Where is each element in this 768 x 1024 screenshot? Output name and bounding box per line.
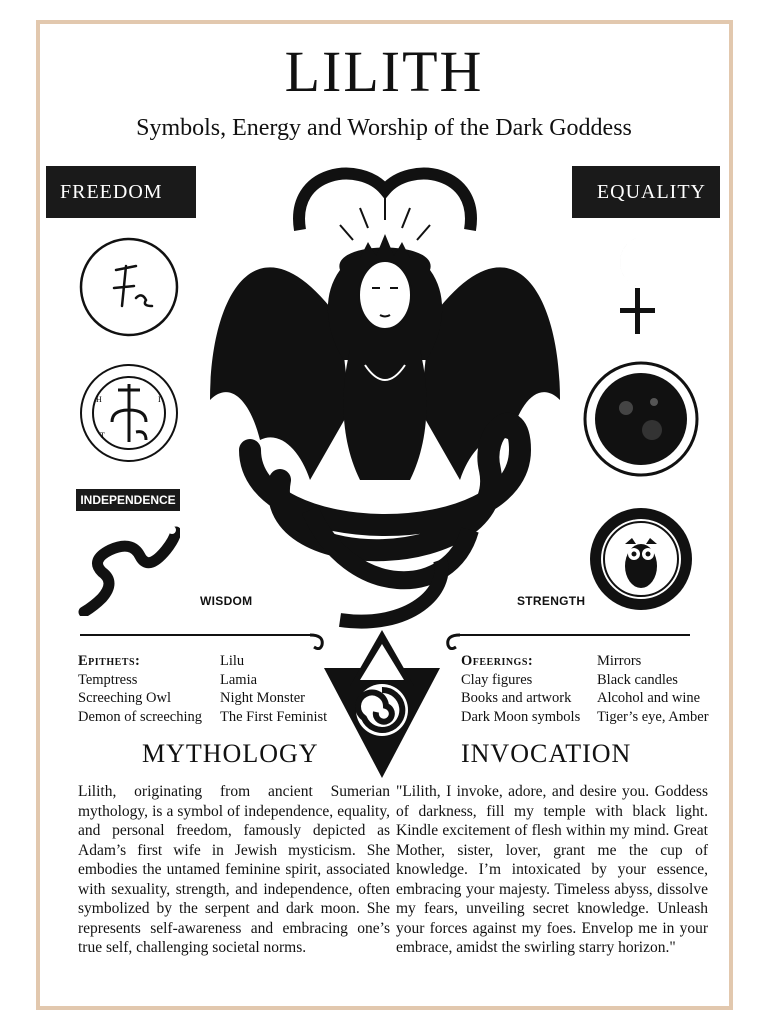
wisdom-caption: WISDOM [200,594,253,608]
list-item: Clay figures [461,671,533,688]
list-item: Books and artwork [461,690,572,706]
invocation-title: INVOCATION [461,739,632,768]
svg-text:T: T [100,431,105,440]
list-item: Screeching Owl [78,690,172,706]
mythology-title: MYTHOLOGY [142,739,319,768]
equality-banner [572,166,720,218]
list-item: Lamia [220,671,258,688]
dark-moon-icon [582,360,700,478]
list-item: Mirrors [597,653,642,669]
offerings-heading: Ofeerings: [461,653,534,669]
owl-medallion-icon [588,506,694,612]
svg-text:I: I [158,395,161,404]
winged-goddess-illustration [190,150,580,630]
independence-label: INDEPENDENCE [76,489,180,511]
svg-text:H: H [96,395,102,404]
offerings-list-2 [597,652,709,726]
mythology-text: Lilith, originating from ancient Sumerian mythology, is a symbol of independence, equality, and personal freedom, famously depicted as Adam’s first wife in Jewish mysticism. She embodies the untamed feminine spirit, associated with sexuality, strength, and independence, often symbolized by the serpent and dark moon. She represents self-awareness and embracing one’s true self, challenging societal norms. [78,783,390,956]
list-item: Temptress [78,671,138,688]
lilith-sigil-icon [78,236,180,338]
list-item: Dark Moon symbols [461,708,581,725]
right-divider [440,630,690,650]
list-item: Night Monster [220,690,305,706]
epithets-list [78,652,202,726]
serpent-icon [76,520,180,616]
list-item: Demon of screeching [78,708,203,725]
black-moon-lilith-icon [606,232,670,338]
lilith-seal-icon [78,362,180,464]
list-item: Black candles [597,671,678,688]
epithets-list-2 [220,652,327,726]
list-item: Tiger’s eye, Amber [597,708,709,725]
strength-caption: STRENGTH [517,594,586,608]
offerings-list [461,652,580,726]
freedom-banner [46,166,196,218]
invocation-text: "Lilith, I invoke, adore, and desire you. Goddess of darkness, fill my temple with black light. Kindle excitement of flesh within my mind. Great Mother, sister, lover, grant me the cup of knowledge. I’m intoxicated by your essence, embracing your majesty. Timeless abyss, dissolve my fears, unveiling secret knowledge. Unleash your forces against my foes. Envelop me in your embrace, amidst the swirling starry horizon." [396,783,708,956]
list-item: Alcohol and wine [597,690,701,706]
equality-label: EQUALITY [596,180,706,203]
list-item: The First Feminist [220,708,328,725]
page-subtitle: Symbols, Energy and Worship of the Dark Goddess [136,115,632,141]
left-divider [80,630,330,650]
epithets-heading: Epithets: [78,653,141,669]
freedom-label: FREEDOM [60,180,163,203]
page-title: LILITH [284,39,484,104]
list-item: Lilu [220,653,245,669]
triangle-spiral-emblem-icon [318,628,446,782]
